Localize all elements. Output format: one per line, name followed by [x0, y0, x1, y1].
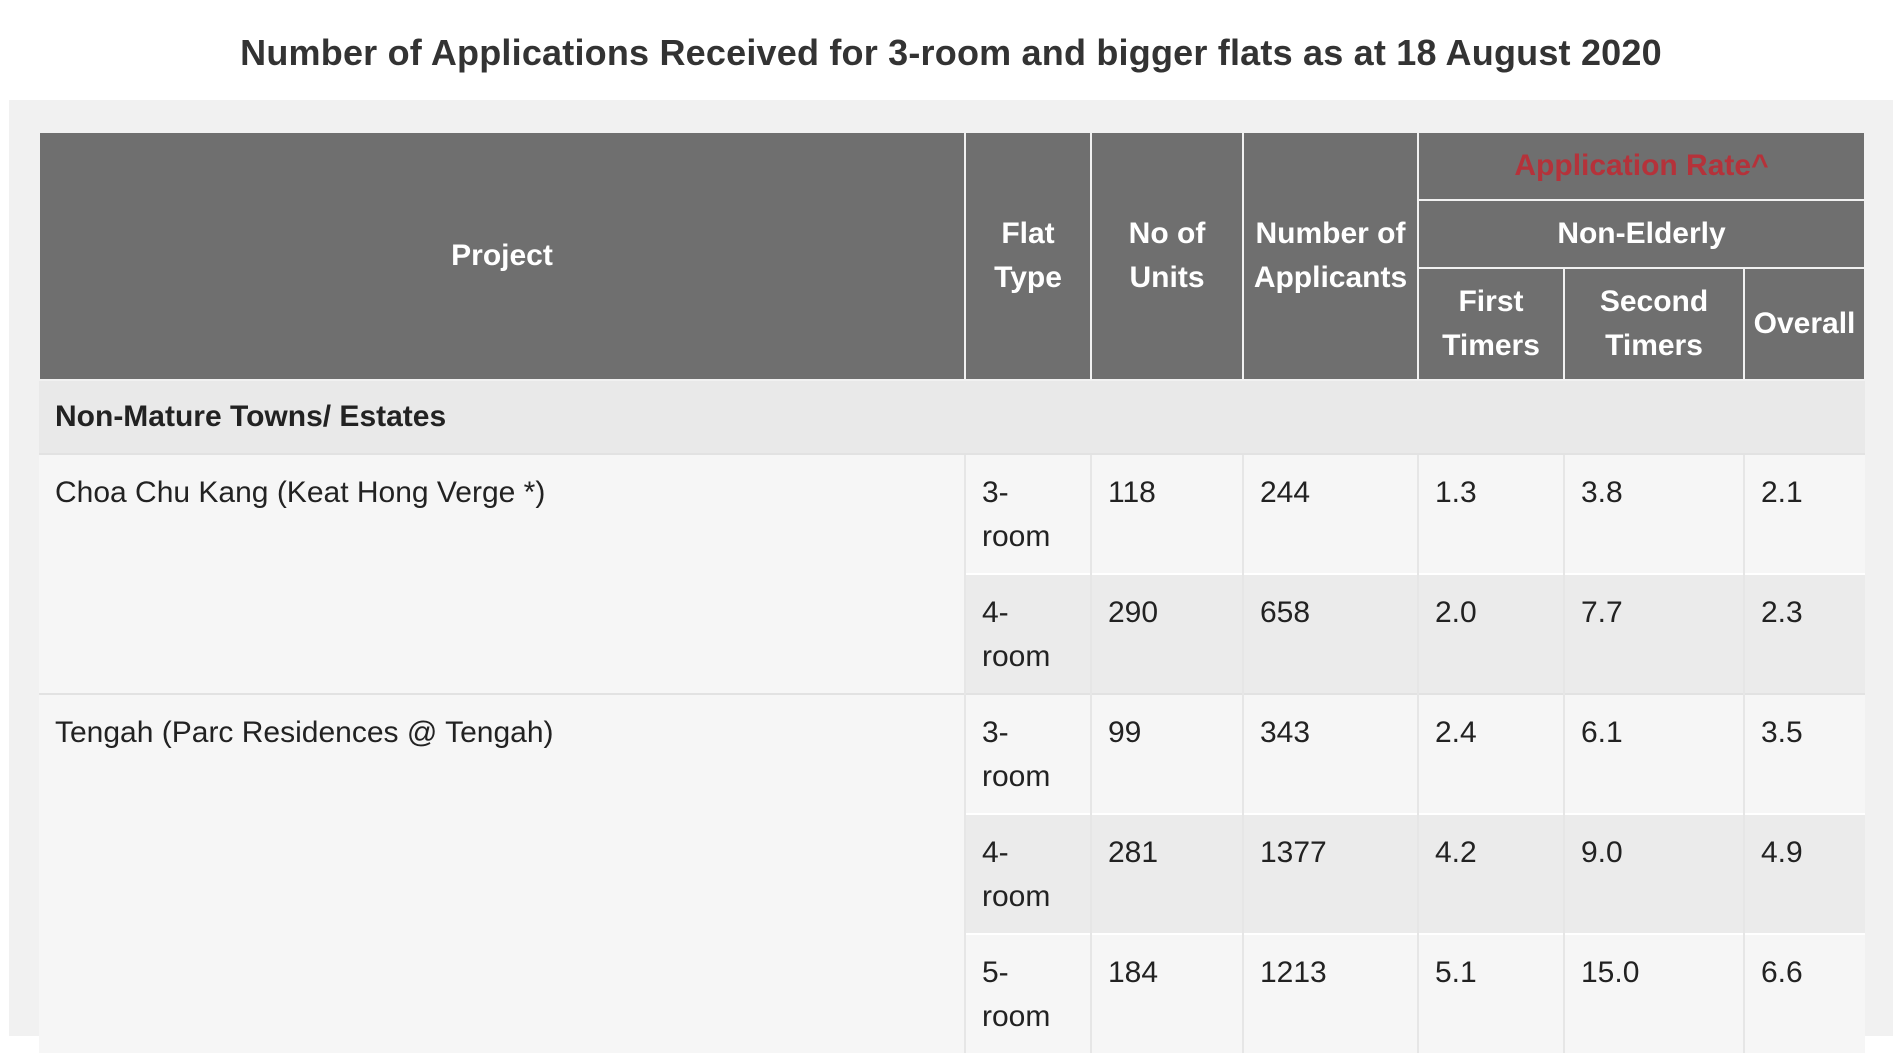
flat-type-cell: 3-room — [965, 454, 1091, 574]
flat-type-cell: 3-room — [965, 694, 1091, 814]
first-timers-cell: 1.3 — [1418, 454, 1564, 574]
applicants-cell: 343 — [1243, 694, 1418, 814]
units-cell: 184 — [1091, 934, 1243, 1053]
second-timers-cell: 9.0 — [1564, 814, 1744, 934]
applicants-cell: 658 — [1243, 574, 1418, 694]
first-timers-cell: 2.0 — [1418, 574, 1564, 694]
overall-cell: 2.1 — [1744, 454, 1865, 574]
header-project: Project — [39, 132, 965, 380]
units-cell: 99 — [1091, 694, 1243, 814]
second-timers-cell: 15.0 — [1564, 934, 1744, 1053]
page-title: Number of Applications Received for 3-room and bigger flats as at 18 August 2020 — [240, 32, 1662, 73]
second-timers-cell: 3.8 — [1564, 454, 1744, 574]
header-number-of-applicants: Number of Applicants — [1243, 132, 1418, 380]
table-row — [39, 454, 1865, 574]
project-name: Choa Chu Kang (Keat Hong Verge *) — [39, 454, 965, 694]
applications-table — [38, 131, 1866, 1053]
table-panel — [9, 100, 1893, 1036]
second-timers-cell: 6.1 — [1564, 694, 1744, 814]
project-name: Tengah (Parc Residences @ Tengah) — [39, 694, 965, 1053]
first-timers-cell: 5.1 — [1418, 934, 1564, 1053]
header-no-of-units: No of Units — [1091, 132, 1243, 380]
header-second-timers: Second Timers — [1564, 268, 1744, 380]
overall-cell: 2.3 — [1744, 574, 1865, 694]
flat-type-cell: 4-room — [965, 574, 1091, 694]
first-timers-cell: 2.4 — [1418, 694, 1564, 814]
header-overall: Overall — [1744, 268, 1865, 380]
header-non-elderly: Non-Elderly — [1418, 200, 1865, 268]
applicants-cell: 244 — [1243, 454, 1418, 574]
units-cell: 118 — [1091, 454, 1243, 574]
first-timers-cell: 4.2 — [1418, 814, 1564, 934]
overall-cell: 6.6 — [1744, 934, 1865, 1053]
flat-type-cell: 5-room — [965, 934, 1091, 1053]
second-timers-cell: 7.7 — [1564, 574, 1744, 694]
overall-cell: 4.9 — [1744, 814, 1865, 934]
overall-cell: 3.5 — [1744, 694, 1865, 814]
applicants-cell: 1377 — [1243, 814, 1418, 934]
table-row — [39, 694, 1865, 814]
header-flat-type: Flat Type — [965, 132, 1091, 380]
section-heading: Non-Mature Towns/ Estates — [39, 380, 1865, 454]
flat-type-cell: 4-room — [965, 814, 1091, 934]
applicants-cell: 1213 — [1243, 934, 1418, 1053]
header-application-rate: Application Rate^ — [1418, 132, 1865, 200]
units-cell: 290 — [1091, 574, 1243, 694]
units-cell: 281 — [1091, 814, 1243, 934]
header-first-timers: First Timers — [1418, 268, 1564, 380]
